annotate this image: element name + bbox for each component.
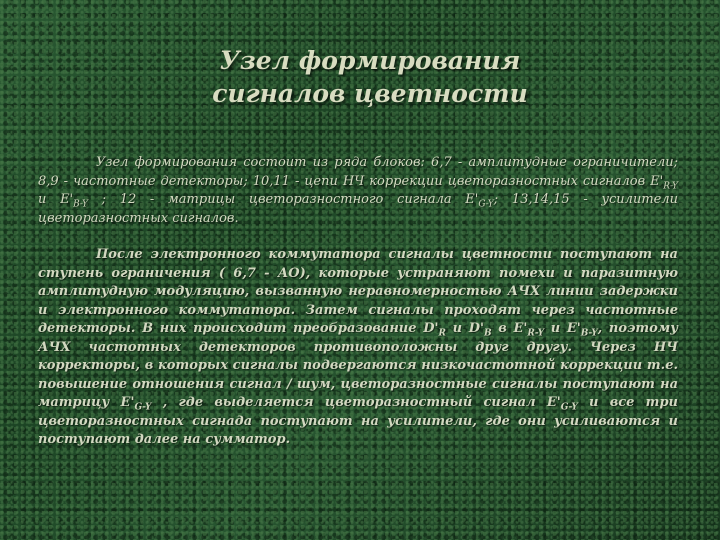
p2-subscript-r-y: R-Y [527,328,545,339]
title-line-1: Узел формирования [219,46,521,75]
p2-text-7: и все три цветоразностных сигнада поступают на усилители, где они усиливаются и поступают далее на сумматор. [38,395,678,447]
p1-text-3: ; 12 - матрицы цветоразностного сигнала E' [87,192,479,207]
slide-title [200,44,540,110]
p1-subscript-b-y: B-Y [73,199,88,210]
paragraph-signal-path [38,246,678,450]
p1-text-1: Узел формирования состоит из ряда блоков: 6,7 - амплитудные ограничители; 8,9 - частотные детекторы; 10,11 - цепи НЧ коррекции цветоразностных сигналов E' [38,155,678,189]
title-line-2: сигналов цветности [212,79,528,108]
p2-subscript-g-y-2: G-Y [560,402,578,413]
paragraph-blocks [38,154,678,228]
p2-text-3: в E' [491,321,528,336]
p2-subscript-b: B [484,328,492,339]
p2-text-6: , где выделяется цветоразностный сигнал E' [151,395,561,410]
p1-text-4: ; 13,14,15 - усилители цветоразностных сигналов. [38,192,678,226]
p1-text-2: и E' [38,192,74,207]
p2-subscript-r: R [438,328,446,339]
p2-text-2: и D' [445,321,485,336]
p2-text-4: и E' [544,321,581,336]
p2-text-5: , поэтому АЧХ частотных детекторов противоположны друг другу. Через НЧ корректоры, в которых сигналы подвергаются низкочастотной коррекции т.е. повышение отношения сигнал / шум, цветоразностные сигналы поступают на матрицу E' [38,321,678,410]
slide-body [38,154,678,450]
p1-subscript-g-y: G-Y [478,199,494,210]
p1-subscript-r-y: R-Y [663,181,678,192]
p2-subscript-g-y-1: G-Y [134,402,152,413]
p2-text-1: После электронного коммутатора сигналы цветности поступают на ступень ограничения ( 6,7 - АО), которые устраняют помехи и паразитную амплитудную модуляцию, вызванную неравномерностью АЧХ линии задержки и электронного коммутатора. Затем сигналы проходят через частотные детекторы. В них происходит преобразование D' [38,247,678,336]
p2-subscript-b-y: B-Y [580,328,598,339]
